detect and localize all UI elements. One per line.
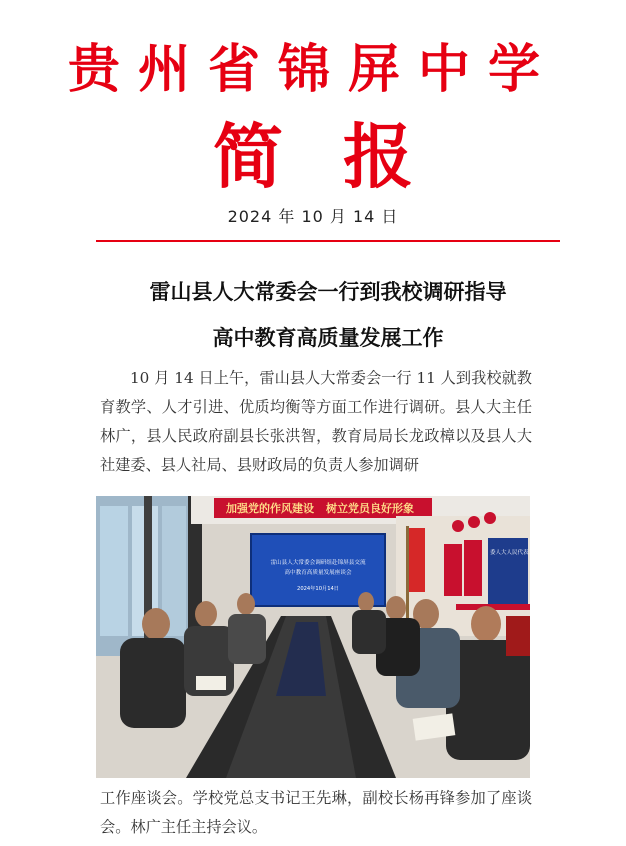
screen-line1: 雷山县人大常委会调研组赴锦屏县交流	[270, 560, 366, 566]
screen-line2: 高中教育高质量发展座谈会	[284, 570, 352, 576]
issue-date: 2024 年 10 月 14 日	[227, 207, 399, 226]
school-name-title: 贵州省锦屏中学	[67, 39, 558, 100]
bulletin-title: 简报	[213, 116, 473, 198]
meeting-photo	[96, 496, 568, 778]
article-paragraph-2: 工作座谈会。学校党总支书记王先琳，副校长杨再锋参加了座谈会。林广主任主持会议。	[100, 789, 532, 836]
header-divider	[96, 240, 560, 242]
right-panel-text: 委人大人民代表大会常务委员会	[490, 550, 568, 556]
article-headline-line2: 高中教育高质量发展工作	[212, 325, 444, 350]
banner-left-text: 加强党的作风建设	[226, 502, 314, 515]
article-paragraph-1: 10 月 14 日上午，雷山县人大常委会一行 11 人到我校就教育教学、人才引进、优质均衡等方面工作进行调研。县人大主任林广，县人民政府副县长张洪智，教育局局长龙政樟以及县人大社建委、县人社局、县财政局的负责人参加调研	[100, 369, 532, 474]
screen-date: 2024年10月14日	[297, 586, 339, 592]
article-headline-line1: 雷山县人大常委会一行到我校调研指导	[149, 279, 507, 304]
banner-right-text: 树立党员良好形象	[326, 502, 414, 515]
